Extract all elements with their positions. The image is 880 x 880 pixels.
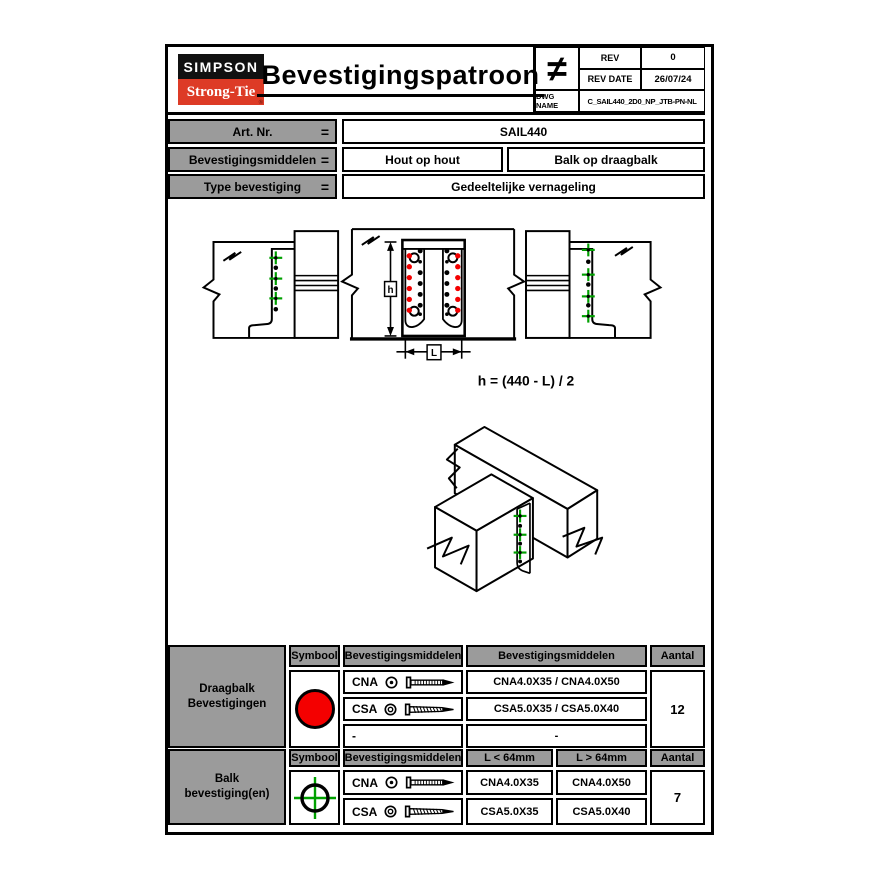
logo-simpson: SIMPSON <box>178 54 264 79</box>
table-row-label: Balk bevestiging(en) <box>168 749 286 825</box>
dwg-name-value: C_SAIL440_2D0_NP_JTB-PN-NL <box>579 90 705 112</box>
screw-head-icon <box>384 805 397 818</box>
equals-sign: = <box>320 178 329 195</box>
title-block <box>168 47 705 115</box>
col-header-products: Bevestigingsmiddelen <box>466 645 647 667</box>
l-big-cell: CNA4.0X50 <box>556 770 647 795</box>
info-label: Art. Nr. = <box>168 119 337 144</box>
info-value: Hout op hout <box>342 147 503 172</box>
l-small-cell: CSA5.0X35 <box>466 798 553 825</box>
fastener-cell-csa: CSA <box>343 697 463 721</box>
aantal-value: 7 <box>650 770 705 825</box>
logo-strongtie <box>178 79 264 105</box>
nail-head-icon <box>385 776 398 789</box>
not-equal-icon: ≠ <box>535 47 579 90</box>
view-right <box>526 231 660 338</box>
info-value: SAIL440 <box>342 119 705 144</box>
info-row-bevestigingsmiddelen <box>168 147 705 172</box>
info-value: Balk op draagbalk <box>507 147 705 172</box>
info-label: Type bevestiging = <box>168 174 337 199</box>
col-header-fasteners: Bevestigingsmiddelen <box>343 645 463 667</box>
rev-date-label: REV DATE <box>579 69 641 91</box>
screw-icon <box>404 702 458 717</box>
nail-icon <box>405 775 459 790</box>
info-value: Gedeeltelijke vernageling <box>342 174 705 199</box>
screw-head-icon <box>384 703 397 716</box>
fastener-cell-cna: CNA <box>343 770 463 795</box>
fastener-cell-cna: CNA <box>343 670 463 694</box>
view-front <box>342 229 524 360</box>
fastener-table-draagbalk <box>168 645 705 748</box>
dimension-l <box>396 340 470 360</box>
iso-view <box>427 427 602 591</box>
dwg-name-label: DWG NAME <box>535 90 579 112</box>
rev-value: 0 <box>641 47 705 69</box>
l-big-cell: CSA5.0X40 <box>556 798 647 825</box>
dim-h-label: h <box>387 284 394 296</box>
dim-l-label: L <box>431 348 438 360</box>
info-label: Bevestigingsmiddelen = <box>168 147 337 172</box>
col-header-symbool: Symbool <box>289 749 340 767</box>
col-header-aantal: Aantal <box>650 749 705 767</box>
dimension-h <box>385 242 397 336</box>
col-header-fasteners: Bevestigingsmiddelen <box>343 749 463 767</box>
drawing-area <box>168 198 705 645</box>
symbol-cell <box>289 770 340 825</box>
view-left <box>204 231 338 338</box>
crosshair-icon <box>292 775 338 821</box>
table-row-label: Draagbalk Bevestigingen <box>168 645 286 748</box>
brand-logo <box>178 54 264 105</box>
logo-strongtie-text: Strong-Tie <box>186 83 256 100</box>
fastener-cell-empty: - <box>343 724 463 748</box>
rev-date-value: 26/07/24 <box>641 69 705 91</box>
product-cell: - <box>466 724 647 748</box>
document-frame <box>165 44 714 835</box>
aantal-value: 12 <box>650 670 705 748</box>
product-cell: CSA5.0X35 / CSA5.0X40 <box>466 697 647 721</box>
col-header-l-small: L < 64mm <box>466 749 553 767</box>
fastener-cell-csa: CSA <box>343 798 463 825</box>
red-circle-icon <box>295 689 335 729</box>
nail-head-icon <box>385 676 398 689</box>
equals-sign: = <box>320 151 329 168</box>
col-header-l-big: L > 64mm <box>556 749 647 767</box>
product-cell: CNA4.0X35 / CNA4.0X50 <box>466 670 647 694</box>
page-title: Bevestigingspatroon <box>268 47 533 109</box>
fastener-table-balk <box>168 749 705 825</box>
col-header-symbool: Symbool <box>289 645 340 667</box>
l-small-cell: CNA4.0X35 <box>466 770 553 795</box>
nail-icon <box>405 675 459 690</box>
formula-text: h = (440 - L) / 2 <box>477 372 575 389</box>
col-header-aantal: Aantal <box>650 645 705 667</box>
equals-sign: = <box>320 123 329 140</box>
screw-icon <box>404 804 458 819</box>
rev-label: REV <box>579 47 641 69</box>
info-row-type-bevestiging <box>168 174 705 199</box>
info-row-artnr <box>168 119 705 144</box>
symbol-cell <box>289 670 340 748</box>
registered-mark: ® <box>258 100 263 106</box>
revision-table <box>533 47 705 112</box>
